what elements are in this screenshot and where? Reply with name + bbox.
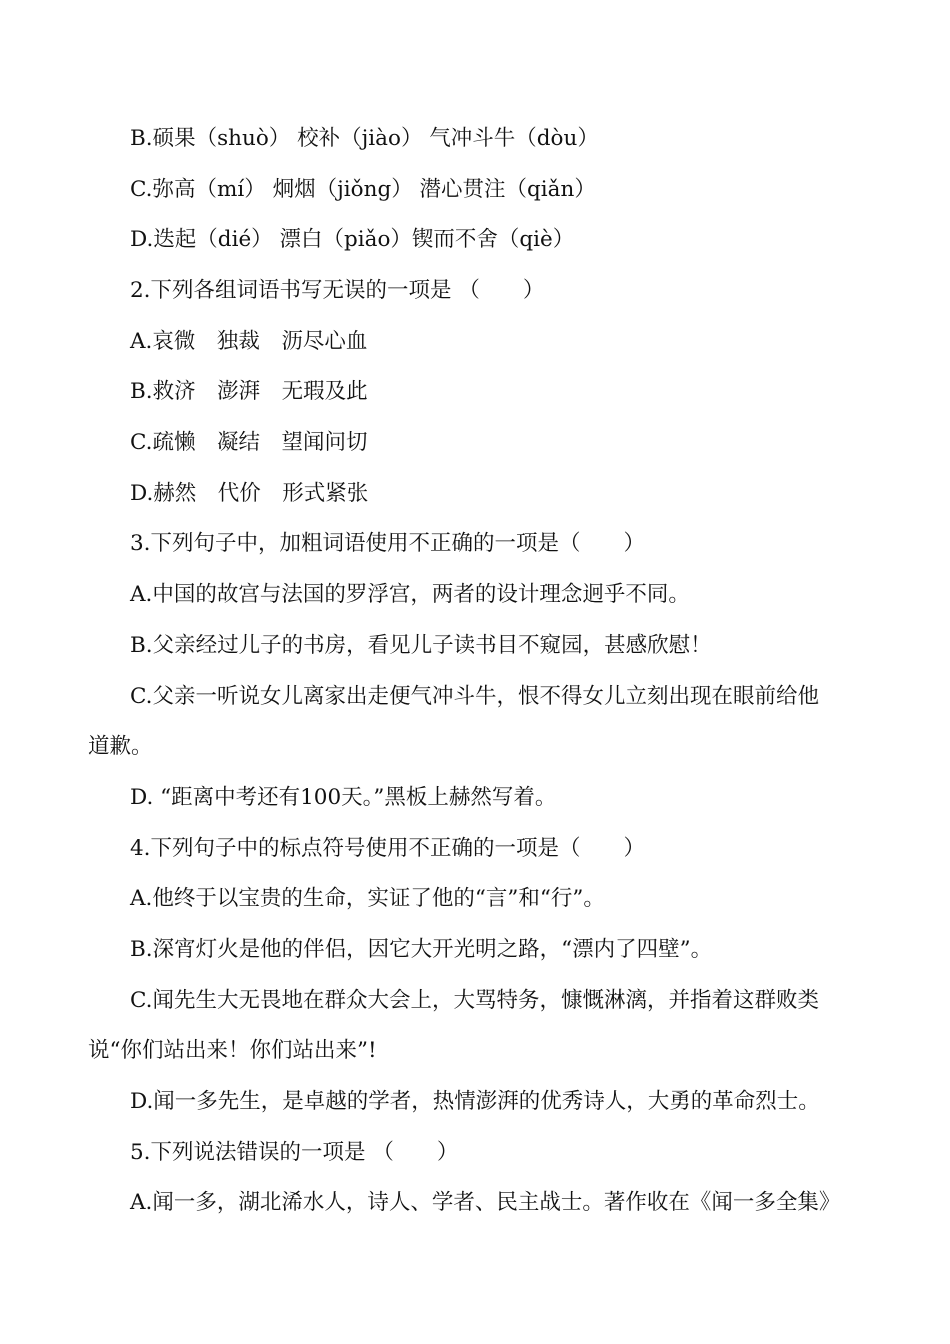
option-2c: C.疏懒 凝结 望闻问切 bbox=[130, 430, 368, 455]
option-1c: C.弥高（mí） 炯烟（jiǒng） 潜心贯注（qiǎn） bbox=[130, 177, 596, 202]
option-1d: D.迭起（dié） 漂白（piǎo）锲而不舍（qiè） bbox=[130, 227, 575, 252]
option-4a: A.他终于以宝贵的生命，实证了他的“言”和“行”。 bbox=[130, 886, 605, 911]
option-4d: D.闻一多先生，是卓越的学者，热情澎湃的优秀诗人，大勇的革命烈士。 bbox=[130, 1089, 820, 1114]
option-1b: B.硕果（shuò） 校补（jiào） 气冲斗牛（dòu） bbox=[130, 126, 599, 151]
option-2d: D.赫然 代价 形式紧张 bbox=[130, 481, 369, 506]
option-4c-continued: 说“你们站出来！你们站出来”! bbox=[88, 1038, 377, 1063]
question-4: 4.下列句子中的标点符号使用不正确的一项是（ ） bbox=[130, 836, 646, 861]
option-4b: B.深宵灯火是他的伴侣，因它大开光明之路，“漂内了四壁”。 bbox=[130, 937, 713, 962]
question-5: 5.下列说法错误的一项是 （ ） bbox=[130, 1140, 459, 1165]
question-3: 3.下列句子中，加粗词语使用不正确的一项是（ ） bbox=[130, 531, 646, 556]
option-4c: C.闻先生大无畏地在群众大会上，大骂特务，慷慨淋漓，并指着这群败类 bbox=[130, 988, 820, 1013]
option-5a: A.闻一多，湖北浠水人，诗人、学者、民主战士。著作收在《闻一多全集》 bbox=[130, 1190, 841, 1215]
option-3c: C.父亲一听说女儿离家出走便气冲斗牛，恨不得女儿立刻出现在眼前给他 bbox=[130, 684, 820, 709]
option-3d: D. “距离中考还有100天。”黑板上赫然写着。 bbox=[130, 785, 557, 810]
option-2b: B.救济 澎湃 无瑕及此 bbox=[130, 379, 368, 404]
option-3b: B.父亲经过儿子的书房，看见儿子读书目不窥园，甚感欣慰！ bbox=[130, 633, 712, 658]
option-3a: A.中国的故宫与法国的罗浮宫，两者的设计理念迥乎不同。 bbox=[130, 582, 690, 607]
question-2: 2.下列各组词语书写无误的一项是 （ ） bbox=[130, 278, 545, 303]
option-2a: A.哀微 独裁 沥尽心血 bbox=[130, 329, 368, 354]
option-3c-continued: 道歉。 bbox=[88, 734, 153, 759]
